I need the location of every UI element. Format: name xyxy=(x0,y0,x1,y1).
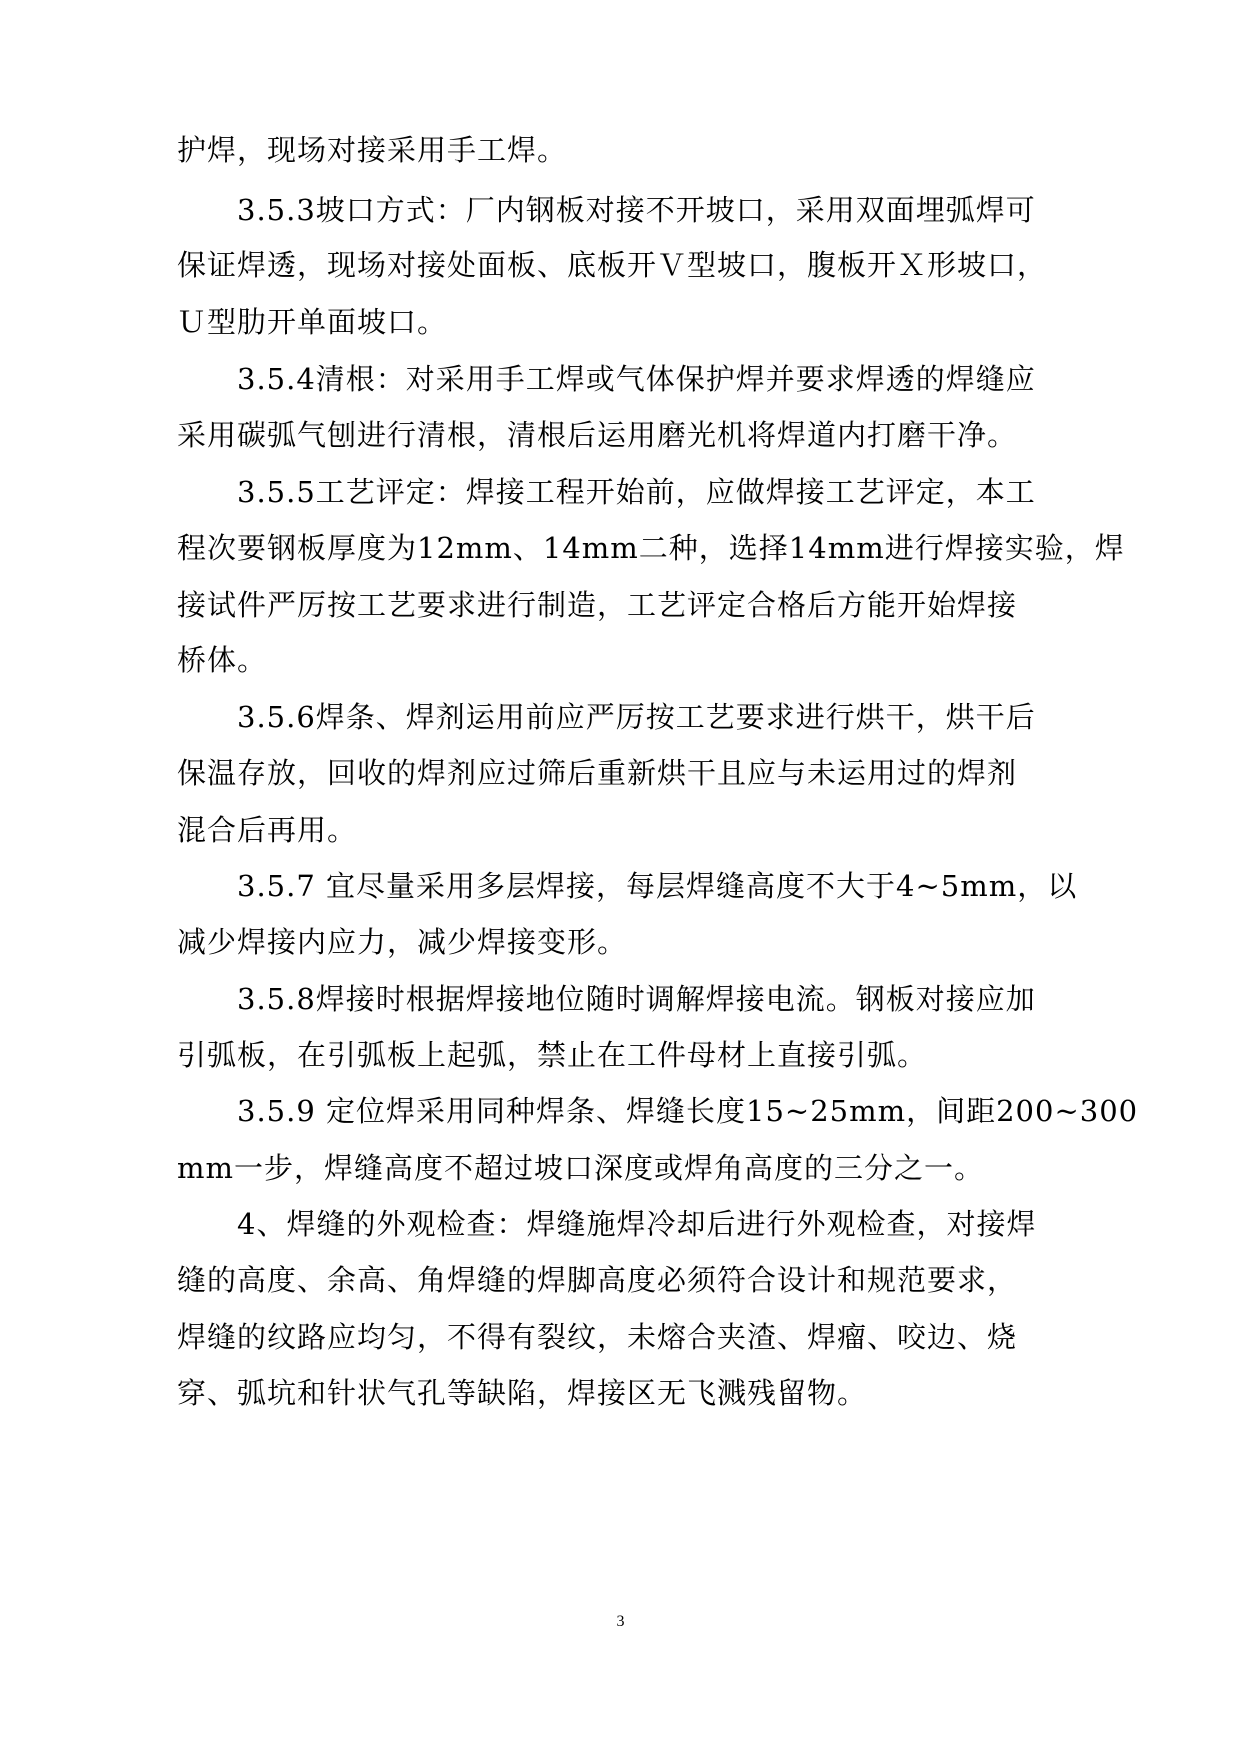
text-line: 桥体。 xyxy=(177,643,268,677)
text-line: 3.5.8焊接时根据焊接地位随时调解焊接电流。钢板对接应加 xyxy=(237,982,1036,1016)
text-line: Ｕ型肋开单面坡口。 xyxy=(177,305,448,339)
text-line: 保证焊透，现场对接处面板、底板开Ｖ型坡口，腹板开Ｘ形坡口， xyxy=(177,248,1048,282)
text-line: 3.5.5工艺评定：焊接工程开始前，应做焊接工艺评定，本工 xyxy=(237,475,1036,509)
text-line: 穿、弧坑和针状气孔等缺陷，焊接区无飞溅残留物。 xyxy=(177,1376,868,1410)
text-line: 3.5.7 宜尽量采用多层焊接，每层焊缝高度不大于4~5mm，以 xyxy=(237,869,1078,903)
text-line: 接试件严厉按工艺要求进行制造，工艺评定合格后方能开始焊接 xyxy=(177,588,1018,622)
text-line: 减少焊接内应力，减少焊接变形。 xyxy=(177,925,628,959)
text-line: 焊缝的纹路应均匀，不得有裂纹，未熔合夹渣、焊瘤、咬边、烧 xyxy=(177,1320,1018,1354)
text-line: 护焊，现场对接采用手工焊。 xyxy=(177,133,568,167)
text-line: mm一步，焊缝高度不超过坡口深度或焊角高度的三分之一。 xyxy=(177,1151,984,1185)
text-line: 3.5.9 定位焊采用同种焊条、焊缝长度15~25mm，间距200~300 xyxy=(237,1094,1139,1128)
page-number: 3 xyxy=(616,1613,625,1630)
text-line: 缝的高度、余高、角焊缝的焊脚高度必须符合设计和规范要求， xyxy=(177,1263,1018,1297)
text-line: 引弧板，在引弧板上起弧，禁止在工件母材上直接引弧。 xyxy=(177,1038,928,1072)
text-line: 程次要钢板厚度为12mm、14mm二种，选择14mm进行焊接实验，焊 xyxy=(177,531,1125,565)
text-line: 3.5.4清根：对采用手工焊或气体保护焊并要求焊透的焊缝应 xyxy=(237,362,1036,396)
text-line: 3.5.6焊条、焊剂运用前应严厉按工艺要求进行烘干，烘干后 xyxy=(237,700,1036,734)
text-line: 保温存放，回收的焊剂应过筛后重新烘干且应与未运用过的焊剂 xyxy=(177,756,1018,790)
text-line: 3.5.3坡口方式：厂内钢板对接不开坡口，采用双面埋弧焊可 xyxy=(237,193,1036,227)
text-line: 4、焊缝的外观检查：焊缝施焊冷却后进行外观检查，对接焊 xyxy=(237,1207,1037,1241)
text-line: 采用碳弧气刨进行清根，清根后运用磨光机将焊道内打磨干净。 xyxy=(177,418,1018,452)
text-line: 混合后再用。 xyxy=(177,813,358,847)
